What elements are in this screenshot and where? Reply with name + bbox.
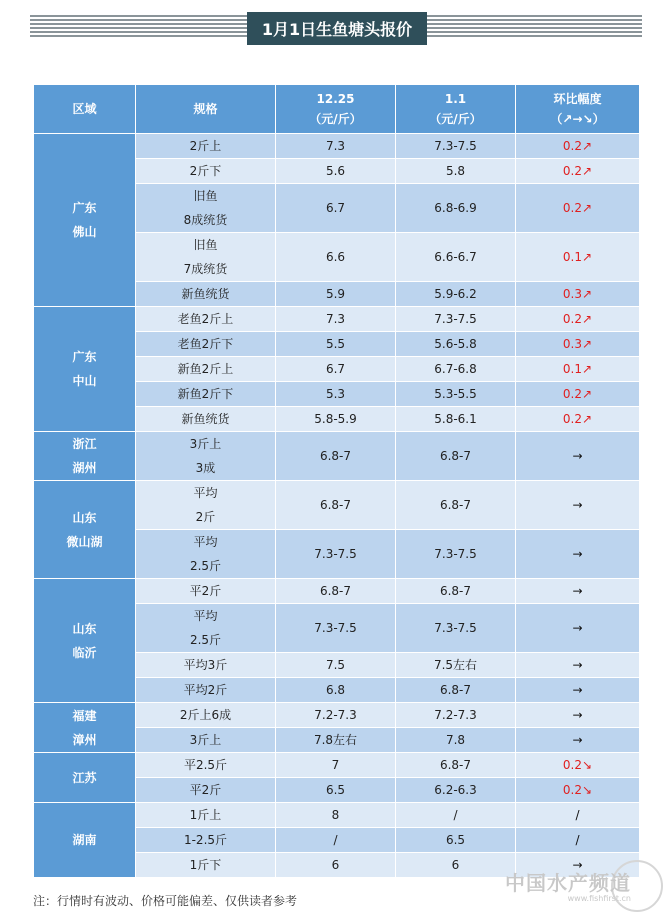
price-0101-cell: 7.3-7.5	[396, 134, 516, 159]
table-row	[34, 803, 640, 828]
price-0101-cell: 7.2-7.3	[396, 703, 516, 728]
spec-cell	[136, 753, 276, 778]
price-1225-cell: 5.6	[276, 159, 396, 184]
spec-line: 1斤上	[189, 808, 222, 822]
header-region: 区域	[34, 85, 136, 134]
spec-line: 旧鱼	[193, 238, 218, 252]
price-1225-cell: 5.3	[276, 382, 396, 407]
price-1225-cell: 5.5	[276, 332, 396, 357]
change-cell: 0.2↗	[516, 134, 640, 159]
spec-cell	[136, 778, 276, 803]
price-0101-cell: 6.6-6.7	[396, 233, 516, 282]
price-0101-cell: 5.8-6.1	[396, 407, 516, 432]
spec-cell	[136, 678, 276, 703]
change-cell: 0.1↗	[516, 357, 640, 382]
spec-line: 3斤上	[189, 733, 222, 747]
header-date1-label: 12.25	[316, 92, 355, 106]
change-cell: →	[516, 678, 640, 703]
spec-cell	[136, 579, 276, 604]
spec-line: 2斤上	[189, 139, 222, 153]
page-title: 1月1日生鱼塘头报价	[247, 12, 427, 45]
region-name-line2: 佛山	[72, 225, 97, 239]
price-1225-cell: 7.3	[276, 307, 396, 332]
spec-cell	[136, 282, 276, 307]
watermark	[505, 872, 631, 904]
price-1225-cell: 6.7	[276, 184, 396, 233]
spec-line: 2.5斤	[189, 559, 222, 573]
price-1225-cell: 6.8	[276, 678, 396, 703]
table-row	[34, 579, 640, 604]
spec-cell	[136, 803, 276, 828]
price-0101-cell: 6.7-6.8	[396, 357, 516, 382]
region-name-line1: 广东	[72, 201, 97, 215]
spec-cell	[136, 432, 276, 481]
spec-line: 平2斤	[189, 783, 222, 797]
change-cell: →	[516, 853, 640, 878]
table-row	[34, 481, 640, 530]
watermark-sub-text: www.fishfirst.cn	[567, 894, 631, 903]
spec-cell	[136, 159, 276, 184]
change-cell: →	[516, 653, 640, 678]
spec-cell	[136, 307, 276, 332]
price-1225-cell: 7.3-7.5	[276, 530, 396, 579]
change-cell: 0.2↗	[516, 382, 640, 407]
change-cell: →	[516, 728, 640, 753]
price-0101-cell: 6.5	[396, 828, 516, 853]
region-name-line2: 微山湖	[66, 534, 103, 549]
header-date2-label: 1.1	[444, 92, 467, 106]
change-cell: 0.3↗	[516, 332, 640, 357]
region-name-line2: 漳州	[72, 732, 97, 747]
price-1225-cell: 6.8-7	[276, 481, 396, 530]
spec-line: 旧鱼	[193, 189, 218, 203]
region-cell	[34, 432, 136, 481]
price-1225-cell: 6	[276, 853, 396, 878]
header-date1	[276, 85, 396, 134]
region-name-line1: 山东	[72, 621, 97, 636]
change-cell: /	[516, 803, 640, 828]
change-cell: 0.2↗	[516, 307, 640, 332]
price-table-container	[33, 84, 639, 878]
price-0101-cell: 6.8-7	[396, 579, 516, 604]
price-0101-cell: 7.5左右	[396, 653, 516, 678]
spec-line: 平2.5斤	[183, 758, 228, 772]
change-cell: 0.3↗	[516, 282, 640, 307]
price-1225-cell: 7	[276, 753, 396, 778]
price-0101-cell: 6.2-6.3	[396, 778, 516, 803]
spec-line: 2斤下	[189, 164, 222, 178]
spec-cell	[136, 604, 276, 653]
spec-cell	[136, 382, 276, 407]
spec-line: 新鱼统货	[181, 412, 230, 426]
region-name-line1: 浙江	[72, 437, 97, 451]
price-1225-cell: 6.8-7	[276, 579, 396, 604]
spec-line: 新鱼统货	[181, 287, 230, 301]
change-cell: 0.1↗	[516, 233, 640, 282]
spec-line: 2斤	[195, 510, 216, 524]
price-0101-cell: 7.3-7.5	[396, 530, 516, 579]
spec-line: 3斤上	[189, 437, 222, 451]
header-date2-unit: （元/斤）	[429, 112, 482, 126]
change-cell: 0.2↘	[516, 753, 640, 778]
spec-line: 平均	[193, 609, 218, 623]
price-0101-cell: 5.6-5.8	[396, 332, 516, 357]
price-1225-cell: 7.3	[276, 134, 396, 159]
change-cell: →	[516, 579, 640, 604]
price-0101-cell: 6.8-7	[396, 678, 516, 703]
spec-cell	[136, 134, 276, 159]
spec-line: 7成统货	[183, 262, 228, 276]
spec-cell	[136, 407, 276, 432]
table-row	[34, 432, 640, 481]
region-cell	[34, 579, 136, 703]
table-row	[34, 134, 640, 159]
change-cell: →	[516, 432, 640, 481]
change-cell: →	[516, 703, 640, 728]
spec-cell	[136, 828, 276, 853]
region-name-line1: 福建	[72, 708, 97, 723]
price-0101-cell: 7.3-7.5	[396, 604, 516, 653]
price-0101-cell: 7.3-7.5	[396, 307, 516, 332]
spec-cell	[136, 184, 276, 233]
price-1225-cell: 8	[276, 803, 396, 828]
change-cell: 0.2↗	[516, 407, 640, 432]
spec-cell	[136, 703, 276, 728]
spec-line: 老鱼2斤上	[177, 312, 234, 326]
price-1225-cell: 6.6	[276, 233, 396, 282]
spec-line: 平均2斤	[183, 683, 228, 697]
region-cell	[34, 703, 136, 753]
table-row	[34, 753, 640, 778]
price-0101-cell: /	[396, 803, 516, 828]
header-change-legend: （↗→↘）	[550, 112, 605, 126]
header-change-label: 环比幅度	[553, 92, 602, 106]
change-cell: 0.2↘	[516, 778, 640, 803]
spec-line: 新鱼2斤上	[177, 362, 234, 376]
spec-line: 1-2.5斤	[183, 833, 228, 847]
spec-cell	[136, 481, 276, 530]
price-1225-cell: 5.9	[276, 282, 396, 307]
header-date2	[396, 85, 516, 134]
price-1225-cell: 7.5	[276, 653, 396, 678]
footnote: 注：行情时有波动、价格可能偏差、仅供读者参考	[33, 894, 298, 908]
spec-cell	[136, 728, 276, 753]
region-name-line1: 山东	[72, 510, 97, 525]
price-0101-cell: 5.3-5.5	[396, 382, 516, 407]
spec-line: 2.5斤	[189, 633, 222, 647]
region-name-line2: 临沂	[72, 645, 97, 660]
price-table	[33, 84, 640, 878]
spec-cell	[136, 332, 276, 357]
spec-line: 1斤下	[189, 858, 222, 872]
spec-cell	[136, 853, 276, 878]
watermark-main-text: 中国水产频道	[505, 871, 631, 895]
price-1225-cell: 6.8-7	[276, 432, 396, 481]
header-spec: 规格	[136, 85, 276, 134]
change-cell: /	[516, 828, 640, 853]
spec-line: 2斤上6成	[179, 708, 232, 722]
region-name-line1: 广东	[72, 350, 97, 364]
region-name-line1: 湖南	[72, 833, 97, 847]
change-cell: →	[516, 604, 640, 653]
region-name-line2: 中山	[72, 374, 97, 388]
spec-line: 老鱼2斤下	[177, 337, 234, 351]
change-cell: →	[516, 530, 640, 579]
table-row	[34, 703, 640, 728]
table-body	[34, 134, 640, 878]
price-1225-cell: 6.7	[276, 357, 396, 382]
spec-cell	[136, 653, 276, 678]
spec-line: 8成统货	[183, 213, 228, 227]
region-cell	[34, 134, 136, 307]
region-cell	[34, 753, 136, 803]
region-name-line2: 湖州	[72, 461, 97, 475]
change-cell: 0.2↗	[516, 159, 640, 184]
price-0101-cell: 5.9-6.2	[396, 282, 516, 307]
region-cell	[34, 803, 136, 878]
price-1225-cell: 7.3-7.5	[276, 604, 396, 653]
spec-line: 平2斤	[189, 584, 222, 598]
header-date1-unit: （元/斤）	[309, 112, 362, 126]
spec-line: 新鱼2斤下	[177, 387, 234, 401]
change-cell: →	[516, 481, 640, 530]
spec-cell	[136, 233, 276, 282]
price-0101-cell: 5.8	[396, 159, 516, 184]
spec-line: 3成	[195, 461, 216, 475]
spec-line: 平均3斤	[183, 658, 228, 672]
price-0101-cell: 6.8-6.9	[396, 184, 516, 233]
region-cell	[34, 307, 136, 432]
price-0101-cell: 6.8-7	[396, 432, 516, 481]
price-0101-cell: 7.8	[396, 728, 516, 753]
spec-cell	[136, 530, 276, 579]
price-1225-cell: 7.2-7.3	[276, 703, 396, 728]
price-0101-cell: 6.8-7	[396, 481, 516, 530]
price-1225-cell: /	[276, 828, 396, 853]
spec-line: 平均	[193, 486, 218, 500]
price-1225-cell: 6.5	[276, 778, 396, 803]
price-1225-cell: 7.8左右	[276, 728, 396, 753]
price-0101-cell: 6.8-7	[396, 753, 516, 778]
region-name-line1: 江苏	[72, 770, 97, 785]
region-cell	[34, 481, 136, 579]
table-header-row	[34, 85, 640, 134]
header-change	[516, 85, 640, 134]
spec-line: 平均	[193, 535, 218, 549]
spec-cell	[136, 357, 276, 382]
change-cell: 0.2↗	[516, 184, 640, 233]
price-0101-cell: 6	[396, 853, 516, 878]
table-row	[34, 307, 640, 332]
price-1225-cell: 5.8-5.9	[276, 407, 396, 432]
